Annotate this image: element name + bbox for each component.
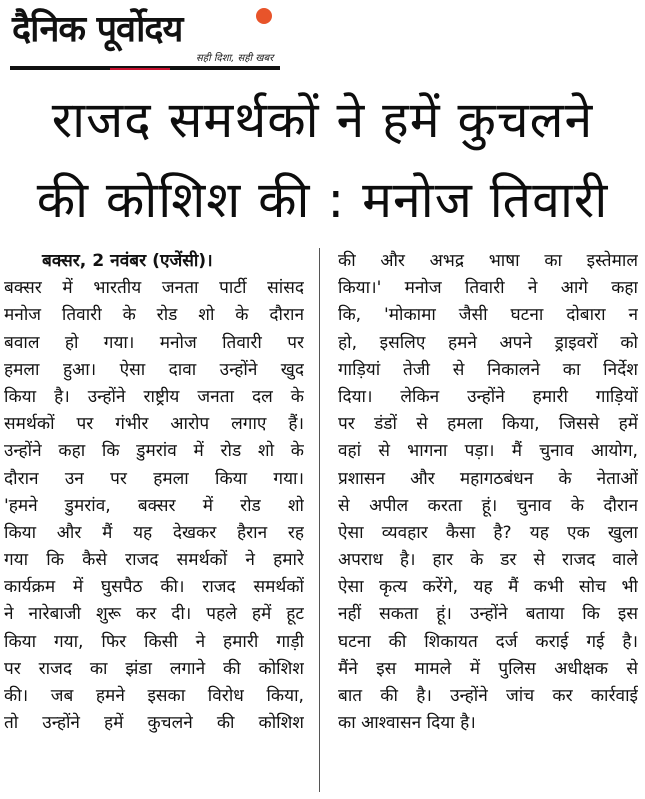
article-line: दिया। लेकिन उन्होंने हमारी गाड़ियों [338, 386, 638, 407]
article-line: की और अभद्र भाषा का इस्तेमाल [338, 251, 638, 271]
article-line: घटना की शिकायत दर्ज कराई गई है। [338, 631, 638, 652]
article-line: तो उन्होंने हमें कुचलने की कोशिश [4, 713, 304, 734]
article-line: बक्सर में भारतीय जनता पार्टी सांसद [4, 278, 304, 299]
article-line: बवाल हो गया। मनोज तिवारी पर [4, 332, 304, 353]
article-line: वहां से भागना पड़ा। मैं चुनाव आयोग, [338, 441, 638, 462]
article-line: गया कि कैसे राजद समर्थकों ने हमारे [4, 550, 304, 571]
article-line: का आश्वासन दिया है। [338, 713, 476, 734]
article-line: कि, 'मोकामा जैसी घटना दोबारा न [338, 305, 638, 326]
article-line: की। जब हमने इसका विरोध किया, [4, 686, 304, 706]
article-line: किया और मैं यह देखकर हैरान रह [4, 522, 304, 543]
article-line: ने नारेबाजी शुरू कर दी। पहले हमें हूट [4, 604, 304, 625]
article-line: समर्थकों पर गंभीर आरोप लगाए हैं। [4, 414, 304, 435]
masthead-accent-rule [110, 68, 170, 70]
headline-line-1: राजद समर्थकों ने हमें कुचलने [51, 91, 594, 149]
article-line: प्रशासन और महागठबंधन के नेताओं [338, 468, 638, 489]
article-line: मैंने इस मामले में पुलिस अधीक्षक से [338, 658, 638, 679]
article-line: अपराध है। हार के डर से राजद वाले [338, 550, 638, 571]
article-column-left [4, 248, 304, 737]
article-line: किया।' मनोज तिवारी ने आगे कहा [338, 278, 638, 299]
article-line: किया है। उन्होंने राष्ट्रीय जनता दल के [4, 386, 304, 407]
newspaper-tagline: सही दिशा, सही खबर [196, 53, 274, 64]
article-line: पर डंडों से हमला किया, जिससे हमें [338, 414, 638, 435]
article-line: ऐसा कृत्य करेंगे, यह मैं कभी सोच भी [338, 577, 638, 598]
article-line: मनोज तिवारी के रोड शो के दौरान [4, 305, 304, 326]
article-line: हमला हुआ। ऐसा दावा उन्होंने खुद [4, 359, 304, 380]
masthead [0, 0, 645, 80]
article-column-right [338, 248, 638, 737]
article-line: पर राजद का झंडा लगाने की कोशिश [4, 658, 304, 679]
article-line: उन्होंने कहा कि डुमरांव में रोड शो के [4, 441, 304, 462]
column-divider [319, 248, 320, 792]
logo-dot-icon [256, 8, 272, 24]
article-line: किया गया, फिर किसी ने हमारी गाड़ी [4, 631, 304, 652]
article-line: हो, इसलिए हमने अपने ड्राइवरों को [338, 332, 638, 353]
article-line: ऐसा व्यवहार कैसा है? यह एक खुला [338, 522, 638, 543]
headline-line-2: की कोशिश की : मनोज तिवारी [36, 171, 609, 229]
newspaper-logo: दैनिक पूर्वोदय [12, 9, 183, 50]
article-line: गाड़ियां तेजी से निकालने का निर्देश [338, 359, 638, 380]
article-line: 'हमने डुमरांव, बक्सर में रोड शो [4, 495, 304, 516]
article-line: कार्यक्रम में घुसपैठ की। राजद समर्थकों [4, 577, 304, 598]
article-line: नहीं सकता हूं। उन्होंने बताया कि इस [338, 604, 638, 625]
article-line: दौरान उन पर हमला किया गया। [4, 468, 304, 489]
article-line: बात की है। उन्होंने जांच कर कार्रवाई [338, 686, 638, 706]
article-dateline: बक्सर, 2 नवंबर (एजेंसी)। [42, 251, 213, 271]
article-line: से अपील करता हूं। चुनाव के दौरान [338, 495, 638, 516]
